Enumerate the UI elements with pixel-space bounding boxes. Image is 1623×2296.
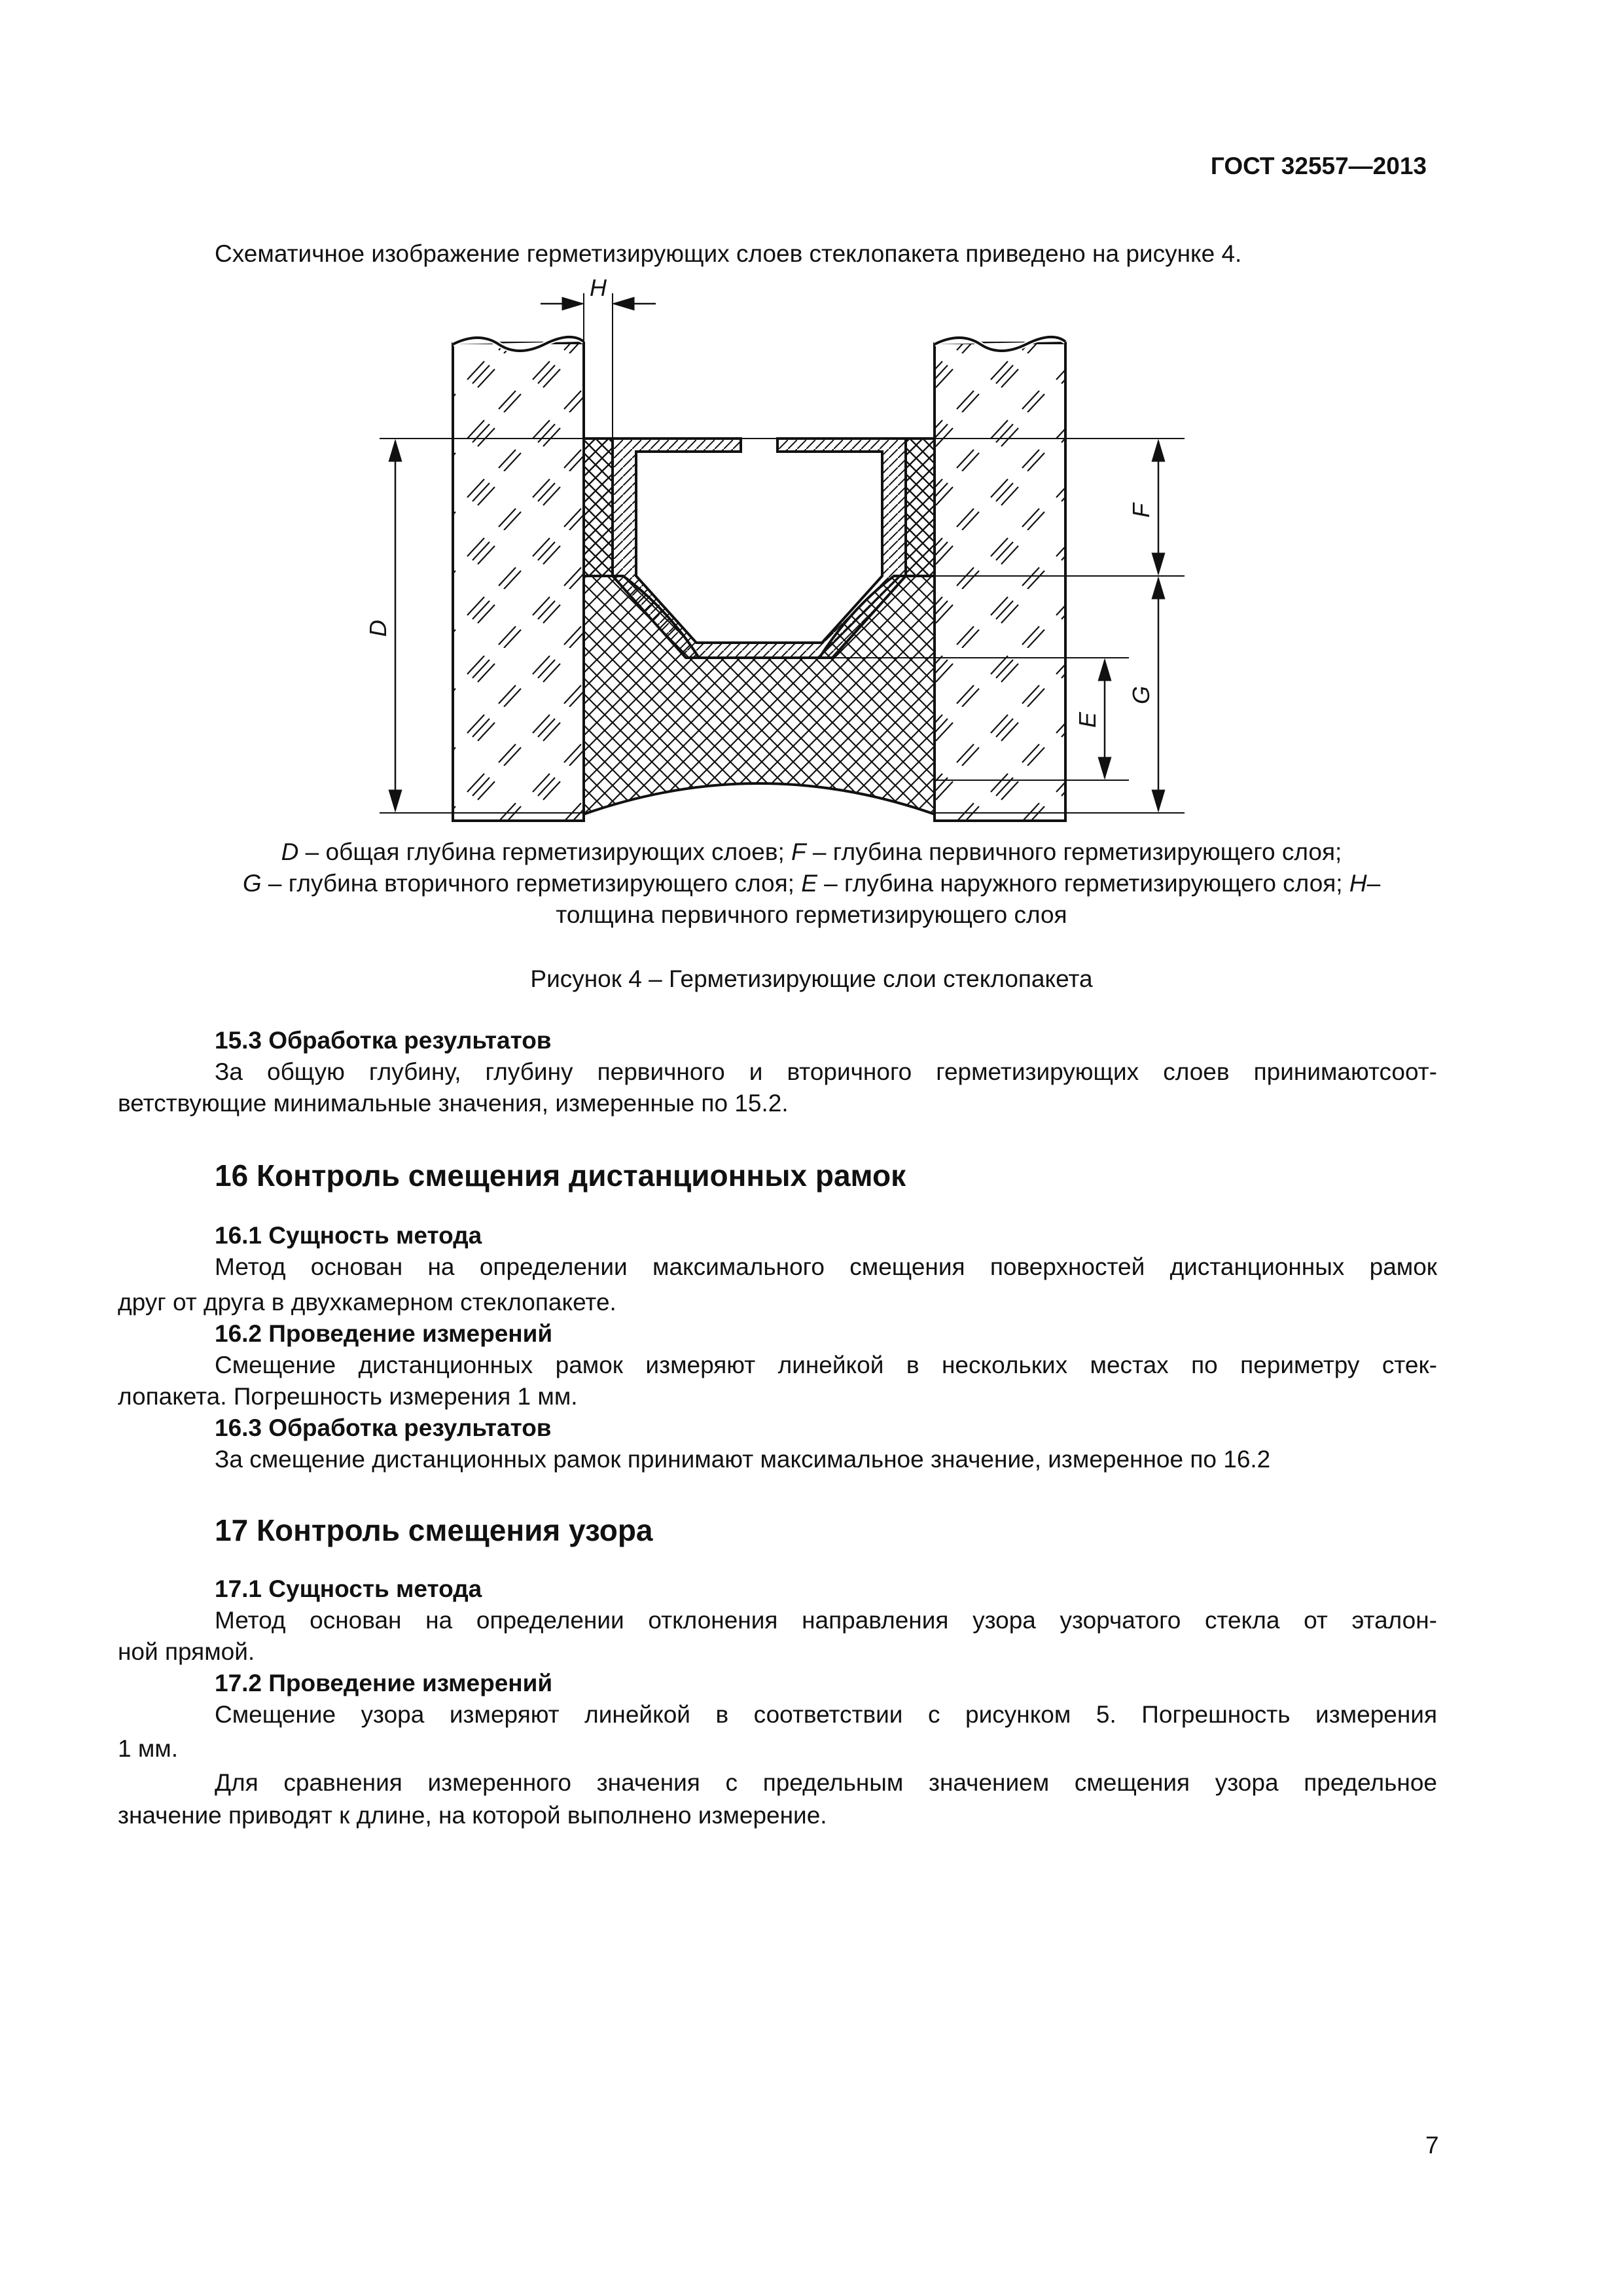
section-16-1-line-2: друг от друга в двухкамерном стеклопакете. bbox=[118, 1289, 616, 1316]
section-16-2-title: 16.2 Проведение измерений bbox=[215, 1320, 553, 1347]
page-number: 7 bbox=[1425, 2132, 1439, 2159]
label-G: G bbox=[1128, 685, 1154, 705]
legend-line-3: толщина первичного герметизирующего слоя bbox=[556, 901, 1067, 928]
spacer-frame bbox=[613, 439, 906, 658]
section-15-3-line-1: За общую глубину, глубину первичного и вторичного герметизирующих слоев принимаютсоот- bbox=[215, 1058, 1437, 1085]
label-D: D bbox=[365, 620, 391, 637]
section-16-3-line-1: За смещение дистанционных рамок принимают максимальное значение, измеренное по 16.2 bbox=[215, 1446, 1271, 1473]
legend-line-1: D – общая глубина герметизирующих слоев; F – глубина первичного герметизирующего слоя; bbox=[281, 838, 1342, 865]
document-number: ГОСТ 32557—2013 bbox=[1210, 152, 1427, 179]
secondary-sealant bbox=[584, 576, 935, 814]
sealing-layers-figure bbox=[0, 0, 1623, 851]
section-17-2-line-1: Смещение узора измеряют линейкой в соответствии с рисунком 5. Погрешность измерения bbox=[215, 1701, 1437, 1728]
section-16-heading: 16 Контроль смещения дистанционных рамок bbox=[215, 1158, 906, 1193]
left-glass-pane bbox=[453, 337, 584, 821]
section-17-2-line-4: значение приводят к длине, на которой выполнено измерение. bbox=[118, 1802, 827, 1829]
primary-sealant-left bbox=[584, 439, 613, 576]
section-16-1-title: 16.1 Сущность метода bbox=[215, 1222, 482, 1249]
section-17-2-line-3: Для сравнения измеренного значения с предельным значением смещения узора предельное bbox=[215, 1769, 1437, 1796]
figure-caption: Рисунок 4 – Герметизирующие слои стеклопакета bbox=[530, 965, 1093, 992]
intro-text: Схематичное изображение герметизирующих слоев стеклопакета приведено на рисунке 4. bbox=[215, 240, 1242, 267]
section-15-3-line-2: ветствующие минимальные значения, измеренные по 15.2. bbox=[118, 1090, 789, 1117]
section-17-1-line-2: ной прямой. bbox=[118, 1638, 255, 1665]
section-17-2-line-2: 1 мм. bbox=[118, 1735, 179, 1762]
label-H: H bbox=[590, 274, 607, 301]
section-17-2-title: 17.2 Проведение измерений bbox=[215, 1670, 553, 1696]
right-glass-pane bbox=[935, 337, 1065, 821]
section-16-1-line-1: Метод основан на определении максимального смещения поверхностей дистанционных рамок bbox=[215, 1253, 1437, 1280]
label-E: E bbox=[1074, 711, 1101, 728]
primary-sealant-right bbox=[906, 439, 935, 576]
section-16-2-line-2: лопакета. Погрешность измерения 1 мм. bbox=[118, 1383, 578, 1410]
legend-line-2: G – глубина вторичного герметизирующего слоя; E – глубина наружного герметизирующего слоя; H– bbox=[242, 870, 1381, 897]
section-16-2-line-1: Смещение дистанционных рамок измеряют линейкой в нескольких местах по периметру стек- bbox=[215, 1352, 1437, 1378]
section-17-heading: 17 Контроль смещения узора bbox=[215, 1513, 653, 1547]
section-15-3-title: 15.3 Обработка результатов bbox=[215, 1027, 552, 1054]
section-17-1-line-1: Метод основан на определении отклонения направления узора узорчатого стекла от эталон- bbox=[215, 1607, 1437, 1634]
label-F: F bbox=[1128, 503, 1154, 518]
section-16-3-title: 16.3 Обработка результатов bbox=[215, 1414, 552, 1441]
section-17-1-title: 17.1 Сущность метода bbox=[215, 1575, 482, 1602]
